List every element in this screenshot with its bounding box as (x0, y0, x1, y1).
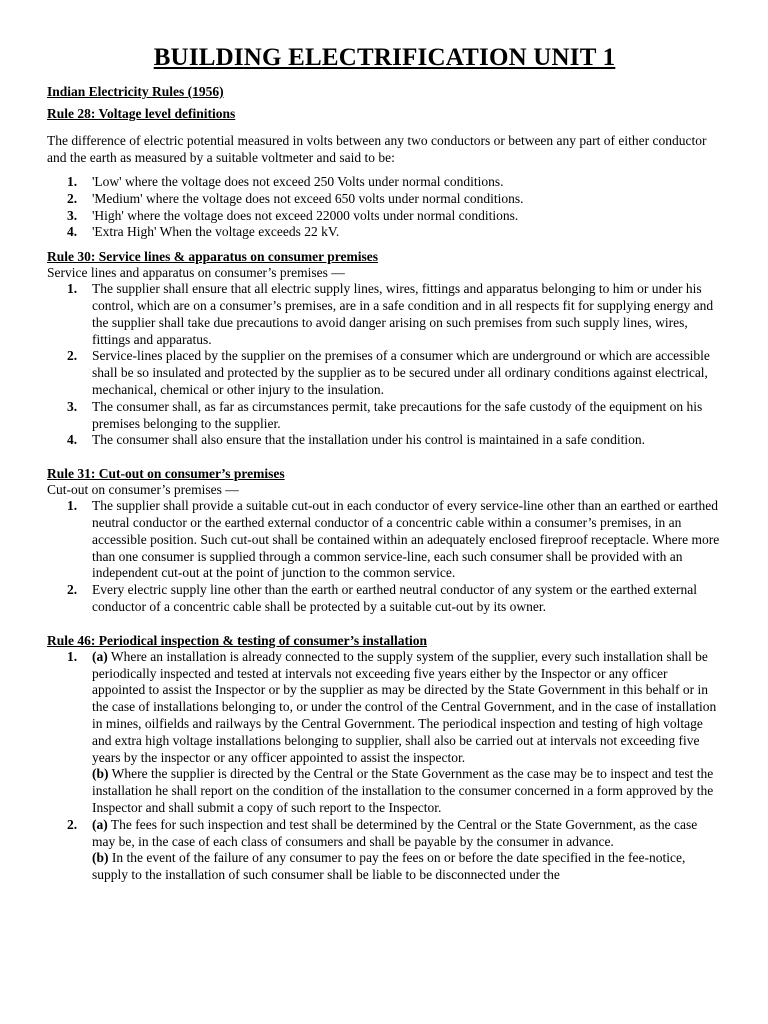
rule-30-lead: Service lines and apparatus on consumer’s premises — (47, 265, 345, 281)
rule-46-list (47, 649, 722, 884)
sub-item-label: (a) (92, 816, 108, 832)
rule-31-lead: Cut-out on consumer’s premises — (47, 482, 239, 498)
rule-31-heading: Rule 31: Cut-out on consumer’s premises (47, 466, 285, 482)
sub-item-label: (b) (92, 850, 109, 866)
item-text: 'Low' where the voltage does not exceed 250 Volts under normal conditions. (92, 174, 504, 189)
item-text: 'Extra High' When the voltage exceeds 22 kV. (92, 224, 340, 240)
sub-item-b (92, 850, 722, 884)
item-text: Every electric supply line other than the earth or earthed neutral conductor of any system or the earthed external conductor of a concentric cable shall be protected by a suitable cut-out by its owner. (92, 582, 698, 614)
rule-28-heading: Rule 28: Voltage level definitions (47, 106, 236, 121)
sub-item-text: The fees for such inspection and test shall be determined by the Central or the State Government, as the case may be, in the case of each class of consumers and shall be payable by the consumer in advance. (92, 816, 698, 849)
item-number: 4. (67, 224, 78, 240)
rule-31-list (47, 498, 722, 616)
item-number: 1. (67, 281, 78, 297)
sub-item-text: Where an installation is already connected to the supply system of the supplier, every such installation shall be periodically inspected and tested at intervals not exceeding five years either by the Inspector or any officer appointed to assist the Inspector or by the supplier as may be directed by the State Government in this behalf or in the case of installations belonging to, or under the control of the Central Government, and in the case of installation in mines, oilfields and railways by the Central Government. The periodical inspection and testing of high voltage and extra high voltage installations belonging to supplier, shall also be carried out at intervals not exceeding five years by the inspector or any officer appointed to assist the inspector. (92, 648, 717, 765)
rule-46-section (47, 633, 722, 884)
list-item (47, 224, 722, 241)
rule-46-heading: Rule 46: Periodical inspection & testing of consumer’s installation (47, 632, 427, 648)
sub-item-a (92, 817, 722, 851)
list-item (47, 348, 722, 398)
rule-31-section (47, 466, 722, 616)
document-subtitle: Indian Electricity Rules (1956) (47, 84, 224, 99)
item-number: 1. (67, 648, 78, 664)
list-item (47, 281, 722, 348)
item-number: 3. (67, 398, 78, 414)
list-item (47, 174, 722, 191)
rule-28-intro: The difference of electric potential measured in volts between any two conductors or between any part of either conductor and the earth as measured by a suitable voltmeter and said to be: (47, 133, 707, 165)
rule-30-list (47, 281, 722, 449)
page-title: BUILDING ELECTRIFICATION UNIT 1 (153, 44, 616, 71)
rule-30-section (47, 249, 722, 449)
item-number: 1. (67, 498, 78, 514)
sub-item-label: (a) (92, 648, 108, 664)
list-item (47, 582, 722, 616)
sub-item-text: In the event of the failure of any consumer to pay the fees on or before the date specified in the fee-notice, supply to the installation of such consumer shall be liable to be disconnected under the (92, 850, 686, 883)
item-text: The consumer shall, as far as circumstances permit, take precautions for the safe custody of the equipment on his premises belonging to the supplier. (92, 398, 703, 431)
list-item (47, 498, 722, 582)
rule-28-list (47, 174, 722, 241)
item-text: 'High' where the voltage does not exceed 22000 volts under normal conditions. (92, 207, 519, 223)
item-text: Service-lines placed by the supplier on the premises of a consumer which are underground or which are accessible shall be so insulated and protected by the supplier as to be secured under all ordinary conditions against electrical, mechanical, chemical or other injury to the insulation. (92, 348, 710, 397)
list-item (47, 191, 722, 208)
item-number: 3. (67, 207, 78, 223)
item-number: 2. (67, 582, 78, 598)
item-number: 2. (67, 816, 78, 832)
item-text: The supplier shall ensure that all electric supply lines, wires, fittings and apparatus belonging to him or under his control, which are on a consumer’s premises, are in a safe condition and in all respects fit for supplying energy and the supplier shall take due precautions to avoid danger arising on such premises from such supply lines, wires, fittings and apparatus. (92, 281, 714, 347)
list-item (47, 817, 722, 884)
list-item (47, 649, 722, 817)
list-item (47, 208, 722, 225)
item-number: 2. (67, 190, 78, 206)
sub-item-text: Where the supplier is directed by the Central or the State Government as the case may be to inspect and test the installation he shall report on the condition of the installation to the consumer concerned in a form approved by the Inspector and shall submit a copy of such report to the Inspector. (92, 766, 714, 815)
list-item (47, 399, 722, 433)
item-text: The supplier shall provide a suitable cut-out in each conductor of every service-line other than an earthed or earthed neutral conductor or the earthed external conductor of a concentric cable within a consumer’s premises, in an accessible position. Such cut-out shall be contained within an adequately enclosed fireproof receptacle. Where more than one consumer is supplied through a common service-line, each such consumer shall be provided with an independent cut-out at the point of junction to the common service. (92, 498, 720, 581)
item-text: 'Medium' where the voltage does not exceed 650 volts under normal conditions. (92, 190, 524, 206)
rule-28-section (47, 106, 722, 241)
item-number: 2. (67, 348, 78, 364)
sub-item-b (92, 766, 722, 816)
item-text: The consumer shall also ensure that the installation under his control is maintained in a safe condition. (92, 432, 645, 448)
sub-item-a (92, 649, 722, 767)
sub-item-label: (b) (92, 766, 109, 782)
list-item (47, 432, 722, 449)
rule-30-heading: Rule 30: Service lines & apparatus on consumer premises (47, 249, 378, 265)
item-number: 4. (67, 432, 78, 448)
item-number: 1. (67, 174, 78, 189)
